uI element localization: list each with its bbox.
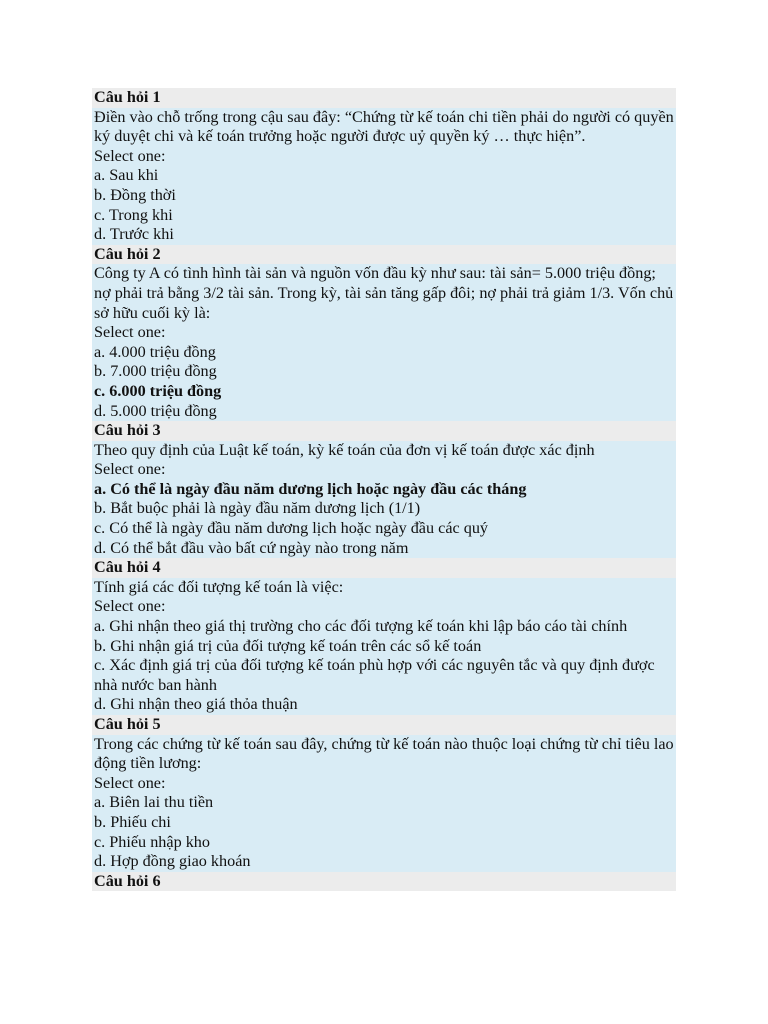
question-2-option-a[interactable]: a. 4.000 triệu đồng [94, 342, 216, 361]
question-3-option-d[interactable]: d. Có thể bắt đầu vào bất cứ ngày nào trong năm [94, 538, 409, 557]
question-4-option-b[interactable]: b. Ghi nhận giá trị của đối tượng kế toán trên các sổ kế toán [94, 636, 482, 655]
question-1-title: Câu hỏi 1 [92, 88, 676, 108]
question-1-text: Điền vào chỗ trống trong cậu sau đây: “Chứng từ kế toán chi tiền phải do người có quyền ký duyệt chi và kế toán trưởng hoặc người được uỷ quyền ký … thực hiện”. [94, 107, 674, 146]
question-3-select-label: Select one: [94, 460, 166, 479]
question-5-title: Câu hỏi 5 [92, 715, 676, 735]
question-6-title: Câu hỏi 6 [92, 872, 676, 892]
question-4-title: Câu hỏi 4 [92, 558, 676, 578]
question-2-option-b[interactable]: b. 7.000 triệu đồng [94, 362, 217, 381]
question-2-option-d[interactable]: d. 5.000 triệu đồng [94, 401, 217, 420]
question-1-body [92, 108, 676, 245]
question-4-option-c[interactable]: c. Xác định giá trị của đối tượng kế toán phù hợp với các nguyên tắc và quy định được nhà nước ban hành [94, 656, 655, 694]
question-5-option-c[interactable]: c. Phiếu nhập kho [94, 832, 210, 851]
question-1-option-c[interactable]: c. Trong khi [94, 205, 173, 224]
question-3-title: Câu hỏi 3 [92, 421, 676, 441]
question-3-option-b[interactable]: b. Bắt buộc phải là ngày đầu năm dương lịch (1/1) [94, 499, 421, 518]
question-5-body [92, 735, 676, 872]
question-3-text: Theo quy định của Luật kế toán, kỳ kế toán của đơn vị kế toán được xác định [94, 440, 595, 459]
question-3-option-c[interactable]: c. Có thể là ngày đầu năm dương lịch hoặc ngày đầu các quý [94, 519, 489, 538]
question-5-text: Trong các chứng từ kế toán sau đây, chứng từ kế toán nào thuộc loại chứng từ chỉ tiêu lao động tiền lương: [94, 734, 674, 773]
question-5-option-a[interactable]: a. Biên lai thu tiền [94, 793, 214, 812]
question-5-option-b[interactable]: b. Phiếu chi [94, 812, 171, 831]
question-4-option-d[interactable]: d. Ghi nhận theo giá thỏa thuận [94, 695, 298, 714]
question-2-title: Câu hỏi 2 [92, 245, 676, 265]
question-2-body [92, 264, 676, 421]
question-3-body [92, 441, 676, 559]
question-1-option-b[interactable]: b. Đồng thời [94, 185, 176, 204]
question-2-text: Công ty A có tình hình tài sản và nguồn vốn đầu kỳ như sau: tài sản= 5.000 triệu đồng; nợ phải trả bằng 3/2 tài sản. Trong kỳ, tài sản tăng gấp đôi; nợ phải trả giảm 1/3. Vốn chủ sở hữu cuối kỳ là: [94, 264, 674, 322]
question-1-option-d[interactable]: d. Trước khi [94, 225, 174, 244]
question-5-select-label: Select one: [94, 773, 166, 792]
quiz-content [92, 88, 676, 891]
question-1-select-label: Select one: [94, 146, 166, 165]
question-4-option-a[interactable]: a. Ghi nhận theo giá thị trường cho các đối tượng kế toán khi lập báo cáo tài chính [94, 617, 628, 636]
question-4-body [92, 578, 676, 715]
question-3-option-a[interactable]: a. Có thể là ngày đầu năm dương lịch hoặc ngày đầu các tháng [94, 479, 527, 498]
question-4-text: Tính giá các đối tượng kế toán là việc: [94, 577, 344, 596]
question-2-option-c[interactable]: c. 6.000 triệu đồng [94, 381, 222, 400]
question-5-option-d[interactable]: d. Hợp đồng giao khoán [94, 852, 251, 871]
question-2-select-label: Select one: [94, 323, 166, 342]
question-1-option-a[interactable]: a. Sau khi [94, 166, 159, 185]
question-4-select-label: Select one: [94, 597, 166, 616]
